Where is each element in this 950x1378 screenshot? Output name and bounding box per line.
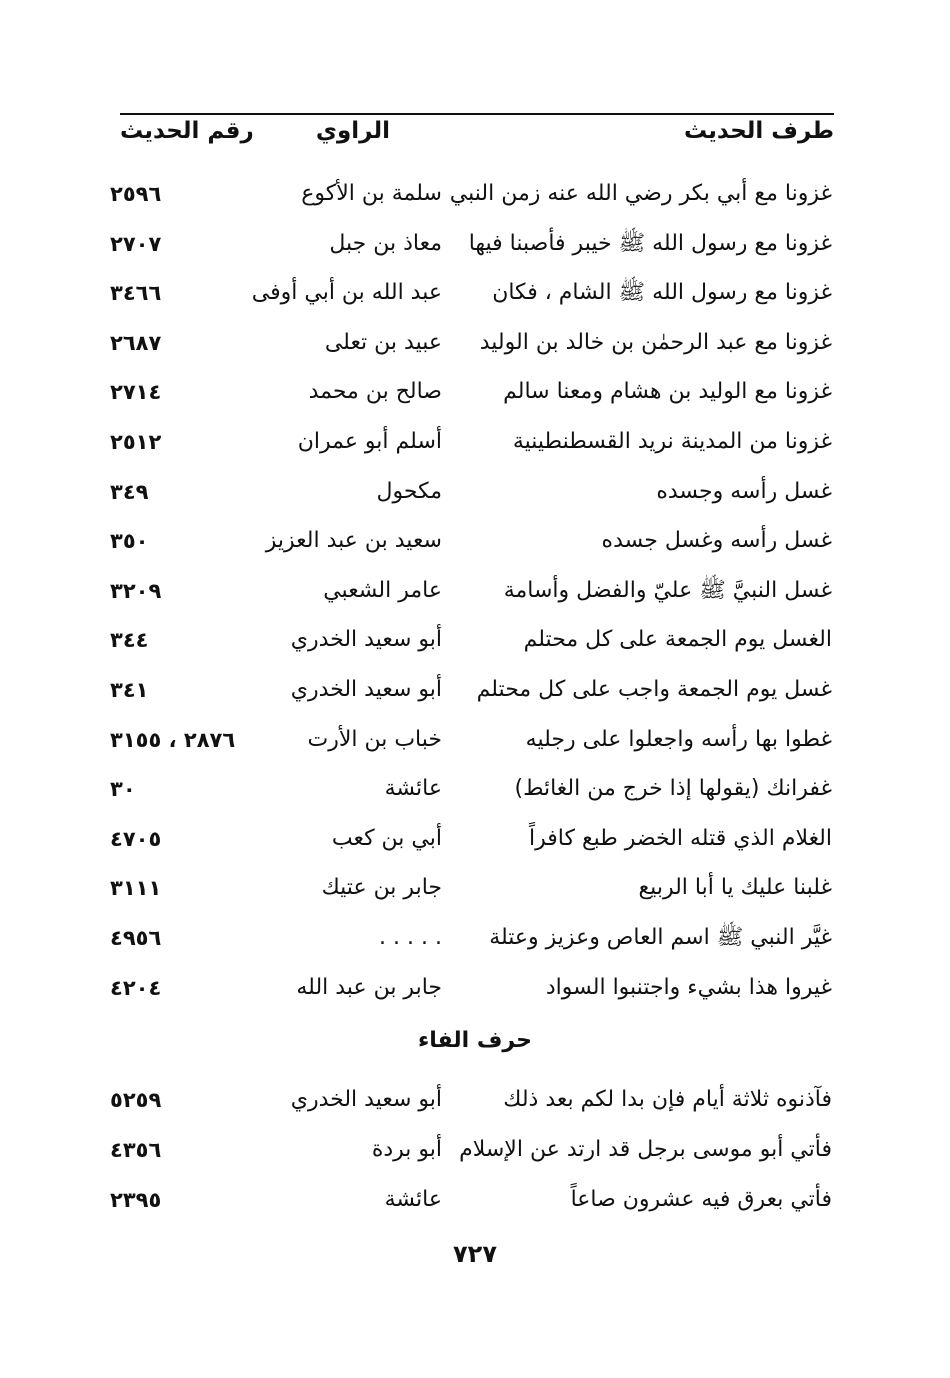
column-header-narrator: الراوي [315,118,390,144]
hadith-text: فأتي أبو موسى برجل قد ارتد عن الإسلام [459,1137,832,1162]
hadith-text: غزونا مع أبي بكر رضي الله عنه زمن النبي [449,181,832,206]
hadith-text: فآذنوه ثلاثة أيام فإن بدا لكم بعد ذلك [503,1087,832,1112]
narrator-name: سلمة بن الأكوع [301,181,442,206]
hadith-text: غزونا مع الوليد بن هشام ومعنا سالم [503,379,832,405]
index-row [0,866,950,910]
narrator-name: عبيد بن تعلى [324,329,442,355]
hadith-text: غطوا بها رأسه واجعلوا على رجليه [525,726,832,752]
hadith-text: غيروا هذا بشيء واجتنبوا السواد [545,974,832,1000]
hadith-text: غزونا مع عبد الرحمٰن بن خالد بن الوليد [479,329,832,355]
hadith-number: ٤٧٠٥ [110,826,162,851]
narrator-name: . . . . . [379,925,442,950]
hadith-number: ٣٤٦٦ [110,281,162,306]
hadith-text: غزونا من المدينة نريد القسطنطينية [512,429,832,454]
hadith-number: ٥٢٥٩ [110,1088,162,1112]
hadith-number: ٤٩٥٦ [110,926,162,950]
narrator-name: أسلم أبو عمران [297,429,442,454]
index-row [0,370,950,414]
table-header [120,118,834,158]
index-row [0,817,950,861]
hadith-text: غيَّر النبي ﷺ اسم العاص وعزيز وعتلة [489,925,832,950]
index-row [0,618,950,662]
narrator-name: أبو سعيد الخدري [290,677,442,702]
hadith-number: ٣٢٠٩ [110,578,162,603]
index-row [0,569,950,613]
hadith-text: الغلام الذي قتله الخضر طبع كافراً [529,825,832,851]
hadith-number: ٣٠ [110,777,136,802]
hadith-text: فأتي بعرق فيه عشرون صاعاً [570,1187,832,1212]
hadith-number: ٣٤٤ [110,628,149,653]
narrator-name: سعيد بن عبد العزيز [265,528,442,554]
index-row [0,172,950,216]
hadith-number: ٣١١١ [110,876,162,901]
hadith-number: ٢٧٠٧ [110,231,162,256]
hadith-number: ٣٤٩ [110,479,149,504]
hadith-number: ٤٢٠٤ [110,975,162,1000]
narrator-name: جابر بن عتيك [321,875,442,901]
narrator-name: عبد الله بن أبي أوفى [251,280,442,306]
hadith-number: ٣٤١ [110,678,149,702]
narrator-name: أبو سعيد الخدري [290,627,442,653]
index-row [0,222,950,266]
narrator-name: مكحول [376,478,442,504]
hadith-number: ٢٥٩٦ [110,182,162,206]
hadith-number: ٢٥١٢ [110,430,162,454]
hadith-text: غلبنا عليك يا أبا الربيع [638,875,832,901]
index-row [0,470,950,514]
hadith-text: غسل النبيَّ ﷺ عليّ والفضل وأسامة [503,577,832,603]
index-row [0,519,950,563]
narrator-name: معاذ بن جبل [329,230,442,256]
index-row [0,321,950,365]
hadith-text: الغسل يوم الجمعة على كل محتلم [523,627,832,653]
column-header-hadith: طرف الحديث [683,118,834,144]
narrator-name: عائشة [384,1187,442,1212]
index-row [0,767,950,811]
hadith-number: ٤٣٥٦ [110,1138,162,1162]
hadith-number: ٢٣٩٥ [110,1188,162,1212]
header-rule [120,113,834,115]
narrator-name: عامر الشعبي [323,577,442,603]
column-header-number: رقم الحديث [120,118,254,144]
hadith-number: ٢٨٧٦ ، ٣١٥٥ [110,727,236,752]
index-row [0,916,950,960]
narrator-name: أبو بردة [371,1137,442,1162]
hadith-text: غفرانك (يقولها إذا خرج من الغائط) [514,776,832,802]
index-row [0,420,950,464]
index-row [0,718,950,762]
hadith-text: غزونا مع رسول الله ﷺ الشام ، فكان [492,280,832,306]
page-number: ٧٢٧ [453,1240,497,1268]
index-row [0,1178,950,1222]
hadith-text: غسل رأسه وجسده [656,478,832,504]
section-title: حرف الفاء [418,1028,532,1053]
narrator-name: جابر بن عبد الله [296,974,442,1000]
hadith-number: ٣٥٠ [110,529,149,554]
narrator-name: خباب بن الأرت [307,726,442,752]
index-row [0,668,950,712]
narrator-name: صالح بن محمد [308,379,442,405]
hadith-number: ٢٦٨٧ [110,330,162,355]
index-row [0,1078,950,1122]
hadith-text: غزونا مع رسول الله ﷺ خيبر فأصبنا فيها [468,230,832,256]
narrator-name: أبو سعيد الخدري [290,1087,442,1112]
narrator-name: أبي بن كعب [331,825,442,851]
hadith-number: ٢٧١٤ [110,380,162,405]
index-row [0,966,950,1010]
index-row [0,271,950,315]
hadith-text: غسل رأسه وغسل جسده [601,528,832,554]
narrator-name: عائشة [384,776,442,802]
index-row [0,1128,950,1172]
hadith-text: غسل يوم الجمعة واجب على كل محتلم [476,677,832,702]
